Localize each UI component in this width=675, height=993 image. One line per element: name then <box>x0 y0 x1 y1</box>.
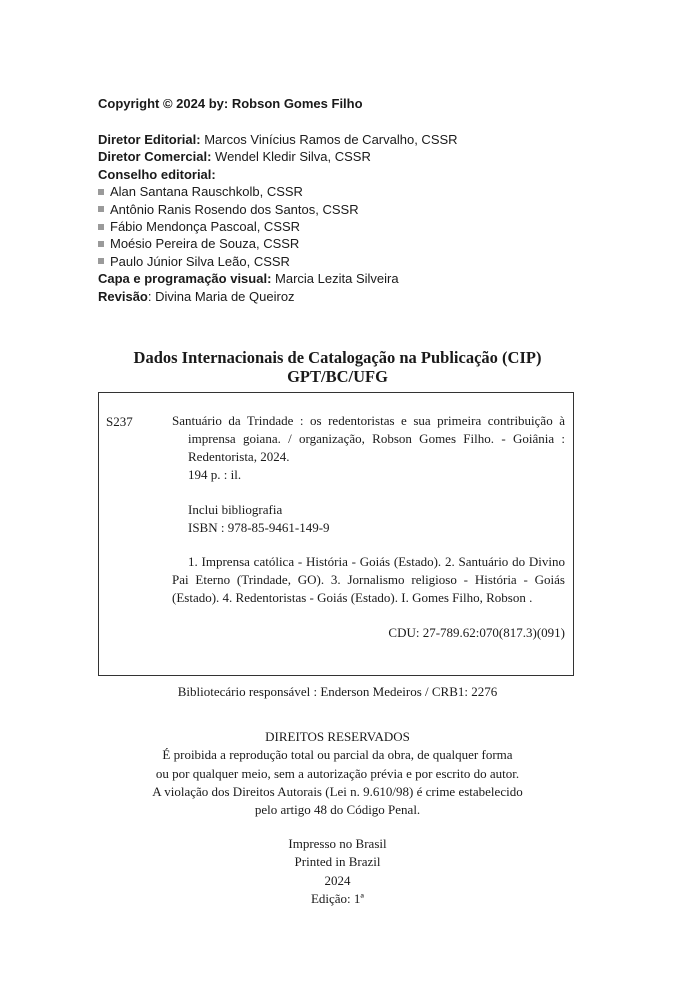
librarian-line: Bibliotecário responsável : Enderson Medeiros / CRB1: 2276 <box>177 684 498 699</box>
capa-label: Capa e programação visual: <box>98 271 272 287</box>
cip-notes-block <box>172 501 565 537</box>
cip-title <box>0 348 675 386</box>
capa-value: Marcia Lezita Silveira <box>271 271 399 287</box>
cip-cdu: CDU: 27-789.62:070(817.3)(091) <box>388 625 565 640</box>
revisao-label: Revisão <box>98 288 148 304</box>
square-bullet-icon <box>98 189 104 195</box>
rights-line: É proibida a reprodução total ou parcial da obra, de qualquer forma <box>162 747 513 763</box>
conselho-member: Alan Santana Rauschkolb, CSSR <box>98 183 458 200</box>
square-bullet-icon <box>98 258 104 264</box>
edicao-line: Edição: 1ª <box>310 890 365 906</box>
conselho-editorial-row <box>98 166 458 183</box>
revisao-row <box>98 288 458 305</box>
revisao-value: : Divina Maria de Queiroz <box>147 288 295 304</box>
diretor-comercial-label: Diretor Comercial: <box>98 149 212 165</box>
editorial-credits <box>98 131 458 305</box>
rights-line: A violação dos Direitos Autorais (Lei n. 9.610/98) é crime estabelecido <box>152 783 523 799</box>
diretor-comercial-value: Wendel Kledir Silva, CSSR <box>211 149 371 165</box>
diretor-editorial-value: Marcos Vinícius Ramos de Carvalho, CSSR <box>200 132 458 147</box>
imprint-block <box>0 835 675 908</box>
square-bullet-icon <box>98 224 104 230</box>
diretor-editorial-row <box>98 131 458 148</box>
cip-pages: 194 p. : il. <box>188 467 242 482</box>
cip-entry: Santuário da Trindade : os redentoristas e sua primeira contribuição à imprensa goiana. / organização, Robson Gomes Filho. - Goiânia : Redentorista, 2024. <box>172 413 565 464</box>
conselho-member: Paulo Júnior Silva Leão, CSSR <box>98 253 458 270</box>
diretor-comercial-row <box>98 148 458 165</box>
conselho-member: Moésio Pereira de Souza, CSSR <box>98 235 458 252</box>
impresso-line: Impresso no Brasil <box>288 836 387 851</box>
conselho-editorial-label: Conselho editorial: <box>98 166 216 182</box>
cip-entry-block <box>172 412 565 484</box>
cip-subjects-block <box>172 553 565 607</box>
rights-block <box>0 728 675 819</box>
cip-title-line: Dados Internacionais de Catalogação na Publicação (CIP) <box>133 348 542 367</box>
conselho-member: Fábio Mendonça Pascoal, CSSR <box>98 218 458 235</box>
diretor-editorial-label: Diretor Editorial: <box>98 132 201 147</box>
square-bullet-icon <box>98 241 104 247</box>
capa-row <box>98 270 458 287</box>
cip-subjects: 1. Imprensa católica - História - Goiás (Estado). 2. Santuário do Divino Pai Eterno (Trindade, GO). 3. Jornalismo religioso - História - Goiás (Estado). 4. Redentoristas - Goiás (Estado). I. Gomes Filho, Robson . <box>172 554 565 605</box>
copyright-line: Copyright © 2024 by: Robson Gomes Filho <box>98 96 363 111</box>
cip-bibliografia: Inclui bibliografia <box>188 502 283 517</box>
conselho-member: Antônio Ranis Rosendo dos Santos, CSSR <box>98 201 458 218</box>
cip-subtitle-line: GPT/BC/UFG <box>287 367 388 386</box>
year-line: 2024 <box>324 872 351 888</box>
square-bullet-icon <box>98 206 104 212</box>
rights-line: pelo artigo 48 do Código Penal. <box>254 802 421 818</box>
rights-title: DIREITOS RESERVADOS <box>265 729 410 744</box>
rights-line: ou por qualquer meio, sem a autorização prévia e por escrito do autor. <box>155 765 520 781</box>
printed-line: Printed in Brazil <box>294 854 381 870</box>
cip-isbn: ISBN : 978-85-9461-149-9 <box>188 520 330 535</box>
cip-call-number: S237 <box>106 414 133 429</box>
